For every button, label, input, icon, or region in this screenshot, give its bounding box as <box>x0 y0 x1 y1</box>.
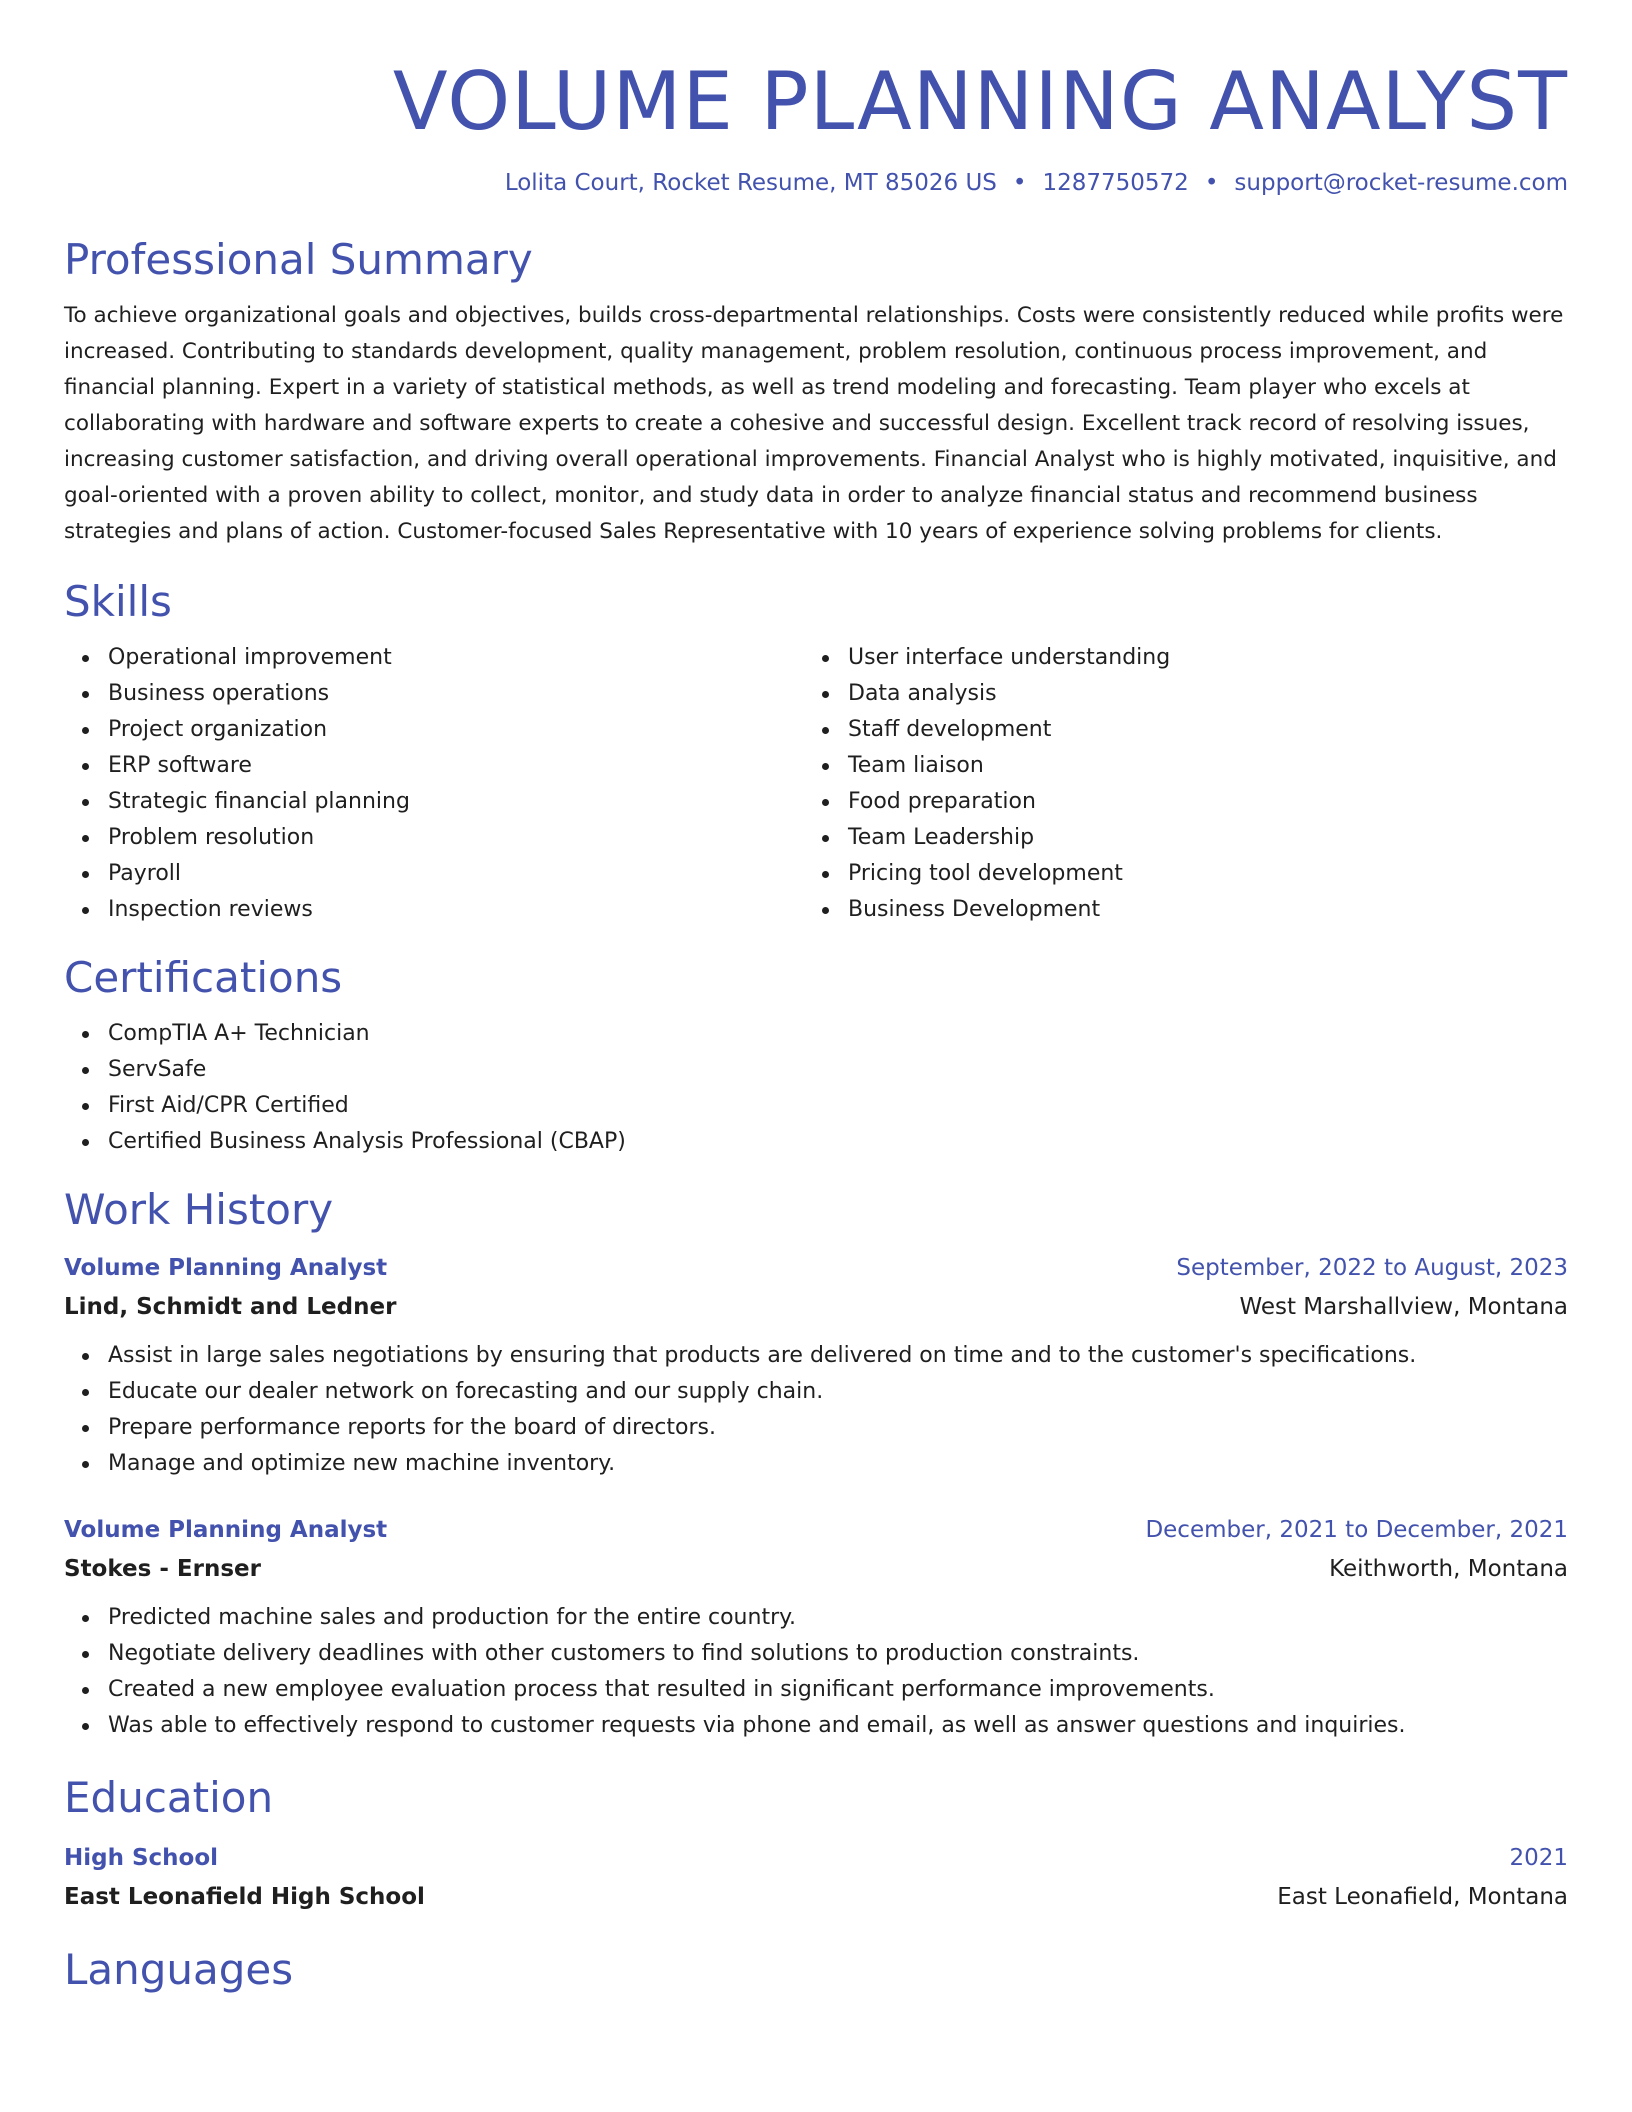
job-header-row <box>64 1510 1568 1550</box>
section-title-skills: Skills <box>64 577 172 626</box>
skills-column-right <box>804 640 1544 928</box>
skills-section <box>64 576 1568 928</box>
education-header-row <box>64 1838 1568 1878</box>
contact-separator: • <box>1012 170 1027 196</box>
job-employer: Lind, Schmidt and Ledner <box>64 1294 397 1320</box>
skills-grid <box>64 640 1568 928</box>
job-entry <box>64 1248 1568 1482</box>
contact-email[interactable]: support@rocket-resume.com <box>1234 170 1568 196</box>
skill-item: ERP software <box>108 748 804 784</box>
work-history-section <box>64 1184 1568 1744</box>
education-year: 2021 <box>1509 1845 1568 1871</box>
job-duty-item: Was able to effectively respond to customer requests via phone and email, as well as answer questions and inquiries. <box>108 1708 1568 1744</box>
job-title: Volume Planning Analyst <box>64 1517 388 1543</box>
skills-list-right <box>804 640 1544 928</box>
languages-section <box>64 1944 1568 1996</box>
skill-item: Payroll <box>108 856 804 892</box>
skills-column-left <box>64 640 804 928</box>
job-duty-item: Manage and optimize new machine inventory. <box>108 1446 1568 1482</box>
certification-item: Certified Business Analysis Professional (CBAP) <box>108 1124 1568 1160</box>
job-employer: Stokes - Ernser <box>64 1556 261 1582</box>
job-dates: December, 2021 to December, 2021 <box>1145 1517 1568 1543</box>
section-title-certifications: Certifications <box>64 953 343 1002</box>
skill-item: Project organization <box>108 712 804 748</box>
skill-item: Team liaison <box>848 748 1544 784</box>
education-degree: High School <box>64 1845 219 1871</box>
section-title-summary: Professional Summary <box>64 235 533 284</box>
contact-separator: • <box>1204 170 1219 196</box>
skill-item: Business Development <box>848 892 1544 928</box>
skill-item: Staff development <box>848 712 1544 748</box>
job-duty-item: Predicted machine sales and production for the entire country. <box>108 1600 1568 1636</box>
summary-text: To achieve organizational goals and objectives, builds cross-departmental relationships. Costs were consistently reduced while profits were increased. Contributing to standards development, quality management, problem resolution, continuous process improvement, and financial planning. Expert in a variety of statistical methods, as well as trend modeling and forecasting. Team player who excels at collaborating with hardware and software experts to create a cohesive and successful design. Excellent track record of resolving issues, increasing customer satisfaction, and driving overall operational improvements. Financial Analyst who is highly motivated, inquisitive, and goal-oriented with a proven ability to collect, monitor, and study data in order to analyze financial status and recommend business strategies and plans of action. Customer-focused Sales Representative with 10 years of experience solving problems for clients. <box>64 303 1564 544</box>
job-duty-item: Assist in large sales negotiations by ensuring that products are delivered on time and to the customer's specifications. <box>108 1338 1568 1374</box>
skill-item: Business operations <box>108 676 804 712</box>
skill-item: Food preparation <box>848 784 1544 820</box>
skill-item: Data analysis <box>848 676 1544 712</box>
skill-item: Inspection reviews <box>108 892 804 928</box>
job-duties-list <box>64 1338 1568 1482</box>
certifications-list <box>64 1016 1568 1160</box>
job-employer-row <box>64 1288 1568 1326</box>
section-title-education: Education <box>64 1773 274 1822</box>
skills-list-left <box>64 640 804 928</box>
contact-address: Lolita Court, Rocket Resume, MT 85026 US <box>504 170 997 196</box>
contact-phone: 1287750572 <box>1042 170 1189 196</box>
education-entry <box>64 1838 1568 1916</box>
job-location: Keithworth, Montana <box>1329 1556 1568 1582</box>
certifications-section <box>64 952 1568 1160</box>
skill-item: Operational improvement <box>108 640 804 676</box>
job-location: West Marshallview, Montana <box>1239 1294 1568 1320</box>
job-header-row <box>64 1248 1568 1288</box>
job-title: Volume Planning Analyst <box>64 1255 388 1281</box>
resume-name: VOLUME PLANNING ANALYST <box>392 55 1568 148</box>
summary-section <box>64 234 1568 550</box>
job-duty-item: Negotiate delivery deadlines with other customers to find solutions to production constraints. <box>108 1636 1568 1672</box>
job-duty-item: Created a new employee evaluation process that resulted in significant performance improvements. <box>108 1672 1568 1708</box>
resume-header <box>64 0 1568 198</box>
section-title-work-history: Work History <box>64 1185 334 1234</box>
skill-item: Pricing tool development <box>848 856 1544 892</box>
education-location: East Leonafield, Montana <box>1277 1884 1568 1910</box>
contact-line <box>64 168 1568 198</box>
job-duty-item: Educate our dealer network on forecasting and our supply chain. <box>108 1374 1568 1410</box>
skill-item: Team Leadership <box>848 820 1544 856</box>
education-section <box>64 1772 1568 1916</box>
job-duties-list <box>64 1600 1568 1744</box>
certification-item: First Aid/CPR Certified <box>108 1088 1568 1124</box>
certification-item: ServSafe <box>108 1052 1568 1088</box>
job-entry <box>64 1510 1568 1744</box>
section-title-languages: Languages <box>64 1945 294 1994</box>
education-school-row <box>64 1878 1568 1916</box>
job-duty-item: Prepare performance reports for the board of directors. <box>108 1410 1568 1446</box>
skill-item: Problem resolution <box>108 820 804 856</box>
skill-item: User interface understanding <box>848 640 1544 676</box>
certification-item: CompTIA A+ Technician <box>108 1016 1568 1052</box>
job-dates: September, 2022 to August, 2023 <box>1176 1255 1568 1281</box>
education-school: East Leonafield High School <box>64 1884 425 1910</box>
job-employer-row <box>64 1550 1568 1588</box>
skill-item: Strategic financial planning <box>108 784 804 820</box>
